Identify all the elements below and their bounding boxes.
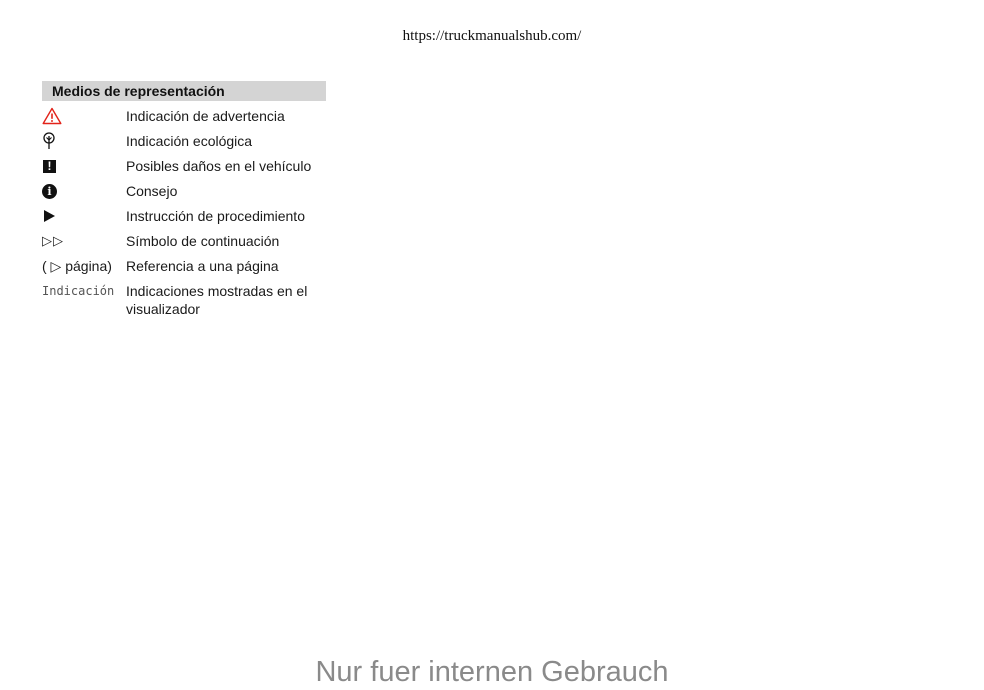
legend-description: Indicación ecológica	[126, 133, 253, 149]
damage-exclamation-icon	[42, 156, 126, 176]
page-reference-symbol	[42, 256, 126, 276]
internal-use-watermark: Nur fuer internen Gebrauch	[315, 656, 669, 688]
page-url: https://truckmanualshub.com/	[402, 28, 582, 44]
legend-description: Símbolo de continuación	[126, 233, 280, 249]
procedure-arrow-icon	[42, 206, 126, 226]
legend-description: Consejo	[126, 183, 178, 199]
legend-row-page-reference	[42, 256, 326, 281]
legend-description: Indicación de advertencia	[126, 108, 285, 124]
representation-legend	[42, 81, 326, 321]
legend-row-procedure	[42, 206, 326, 231]
legend-list	[42, 106, 326, 321]
legend-description: Referencia a una página	[126, 258, 279, 274]
legend-row-display	[42, 281, 326, 321]
legend-description: Posibles daños en el vehículo	[126, 158, 312, 174]
page-reference-text: ( ▷ página)	[42, 257, 112, 274]
eco-tree-icon	[42, 131, 126, 151]
legend-row-continuation	[42, 231, 326, 256]
legend-description: Indicaciones mostradas en el visualizador	[126, 283, 308, 317]
display-text-symbol	[42, 281, 126, 301]
continuation-arrows-icon	[42, 231, 126, 251]
legend-description: Instrucción de procedimiento	[126, 208, 305, 224]
legend-row-damage	[42, 156, 326, 181]
exclamation-glyph: !	[43, 160, 56, 173]
legend-row-tip	[42, 181, 326, 206]
info-glyph: i	[42, 184, 57, 199]
legend-row-warning	[42, 106, 326, 131]
continuation-glyph: ▷▷	[42, 233, 64, 248]
warning-triangle-icon	[42, 106, 126, 126]
info-icon	[42, 181, 126, 201]
section-title: Medios de representación	[42, 81, 326, 101]
legend-row-eco	[42, 131, 326, 156]
display-text-sample: Indicación	[42, 284, 115, 298]
